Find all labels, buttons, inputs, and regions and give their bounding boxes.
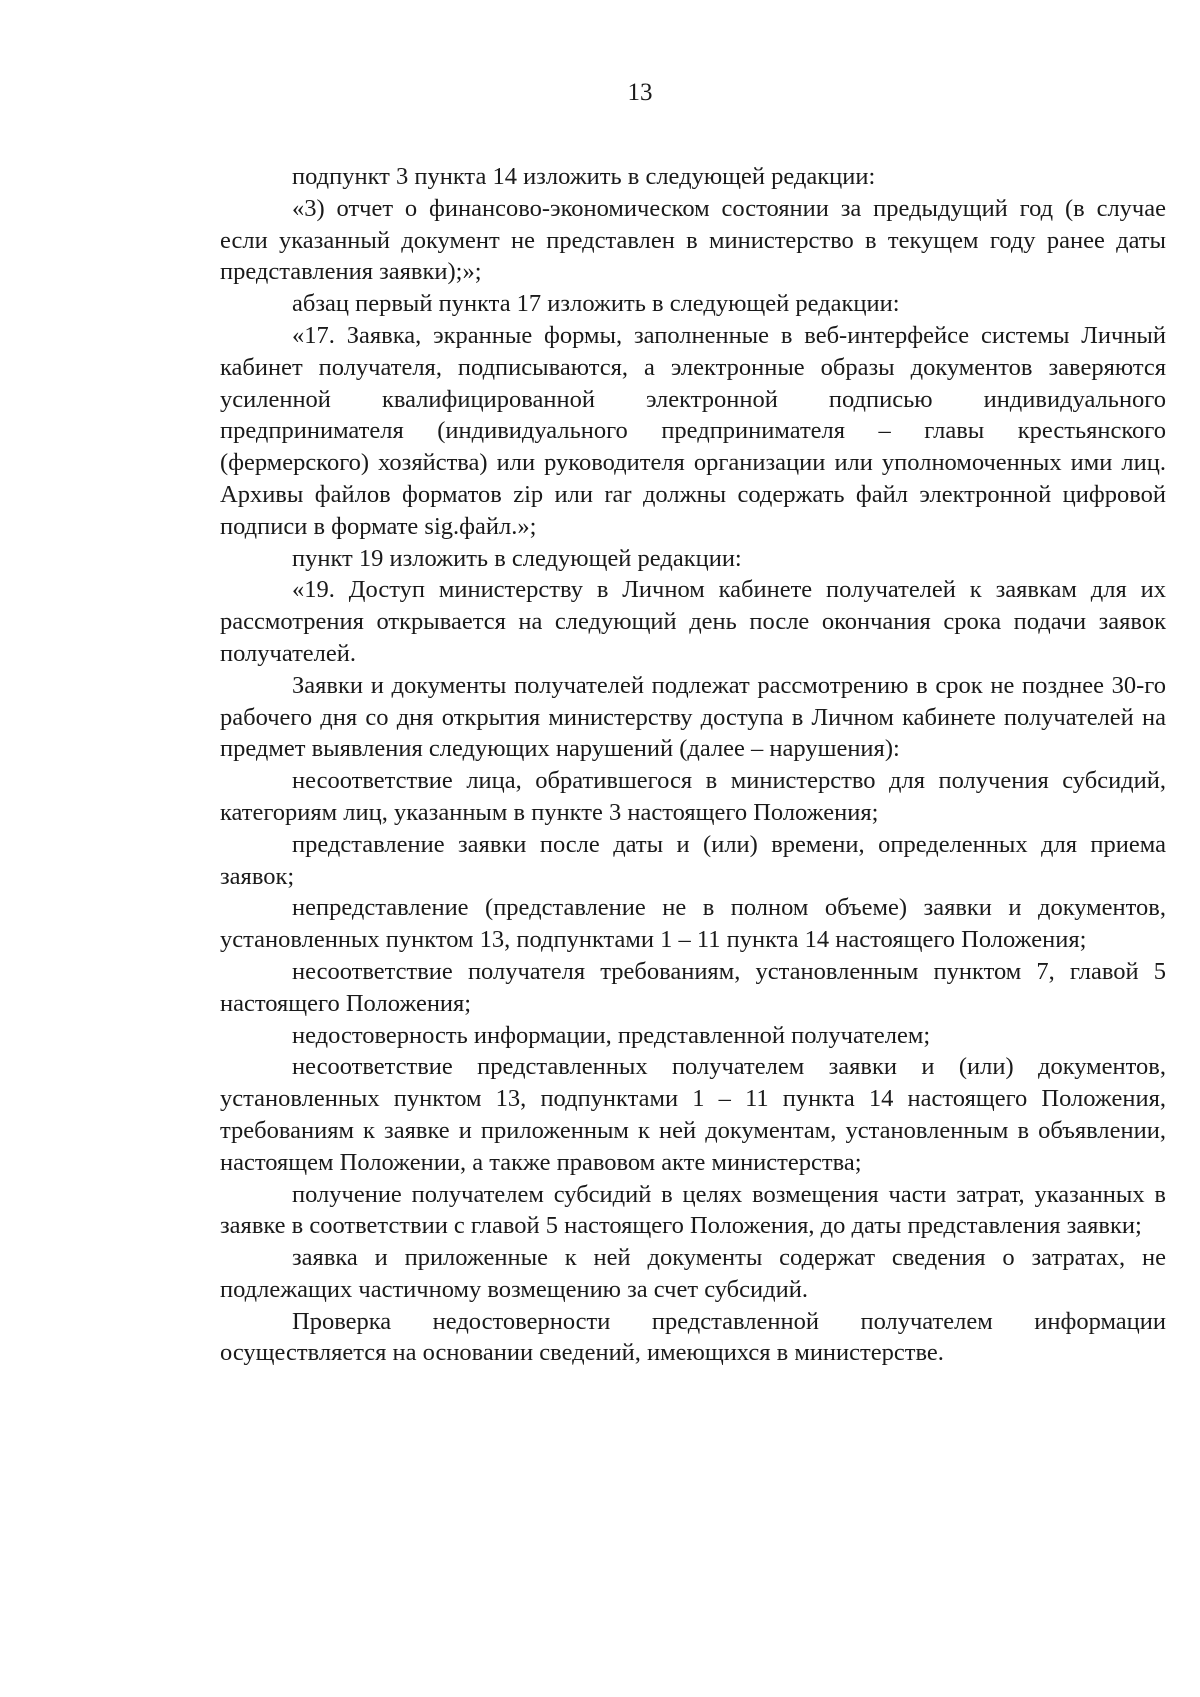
paragraph: непредставление (представление не в полном объеме) заявки и документов, установленных пунктом 13, подпунктами 1 – 11 пункта 14 настоящего Положения; [220, 894, 1166, 954]
paragraph: «19. Доступ министерству в Личном кабинете получателей к заявкам для их рассмотрения открывается на следующий день после окончания срока подачи заявок получателей. [220, 576, 1166, 667]
paragraph: пункт 19 изложить в следующей редакции: [292, 544, 742, 572]
paragraph: недостоверность информации, представленной получателем; [292, 1021, 931, 1049]
page-number: 13 [627, 79, 653, 106]
paragraph: несоответствие лица, обратившегося в министерство для получения субсидий, категориям лиц, указанным в пункте 3 настоящего Положения; [220, 767, 1166, 826]
document-body [220, 161, 1166, 1369]
paragraph: «17. Заявка, экранные формы, заполненные в веб-интерфейсе системы Личный кабинет получателя, подписываются, а электронные образы документов заверяются усиленной квалифицированной электронной подписью индивидуального предпринимателя (индивидуального предпринимателя – главы крестьянского (фермерского) хозяйства) или руководителя организации или уполномоченных ими лиц. Архивы файлов форматов zip или rar должны содержать файл электронной цифровой подписи в формате sig.файл.»; [220, 321, 1166, 540]
paragraph: заявка и приложенные к ней документы содержат сведения о затратах, не подлежащих частичному возмещению за счет субсидий. [220, 1244, 1166, 1303]
paragraph: абзац первый пункта 17 изложить в следующей редакции: [292, 290, 900, 318]
paragraph: несоответствие получателя требованиям, установленным пунктом 7, главой 5 настоящего Положения; [220, 957, 1166, 1017]
paragraph: «3) отчет о финансово-экономическом состоянии за предыдущий год (в случае если указанный документ не представлен в министерство в текущем году ранее даты представления заявки);»; [220, 194, 1166, 286]
paragraph: Проверка недостоверности представленной получателем информации осуществляется на основании сведений, имеющихся в министерстве. [220, 1307, 1166, 1367]
paragraph: подпункт 3 пункта 14 изложить в следующей редакции: [292, 163, 876, 190]
paragraph: получение получателем субсидий в целях возмещения части затрат, указанных в заявке в соответствии с главой 5 настоящего Положения, до даты представления заявки; [220, 1180, 1166, 1240]
paragraph: представление заявки после даты и (или) времени, определенных для приема заявок; [220, 830, 1166, 890]
paragraph: Заявки и документы получателей подлежат рассмотрению в срок не позднее 30-го рабочего дня со дня открытия министерству доступа в Личном кабинете получателей на предмет выявления следующих нарушений (далее – нарушения): [220, 671, 1166, 763]
paragraph: несоответствие представленных получателем заявки и (или) документов, установленных пунктом 13, подпунктами 1 – 11 пункта 14 настоящего Положения, требованиям к заявке и приложенным к ней документам, установленным в объявлении, настоящем Положении, а также правовом акте министерства; [220, 1053, 1166, 1176]
